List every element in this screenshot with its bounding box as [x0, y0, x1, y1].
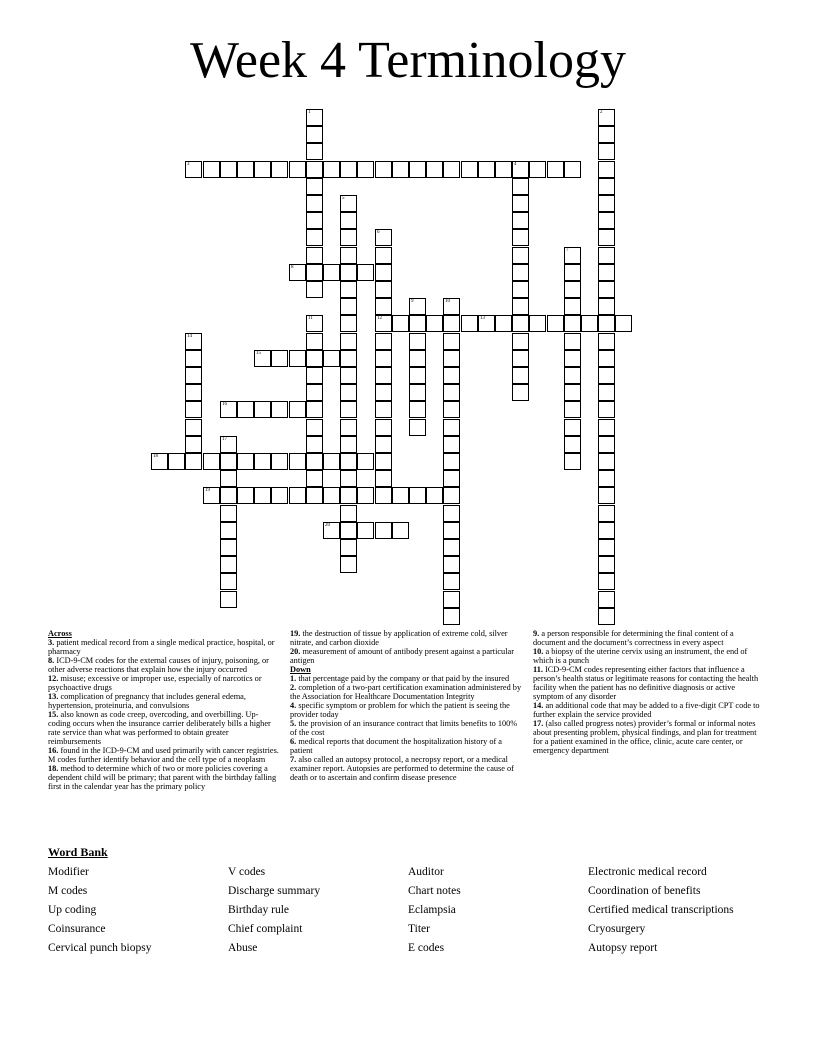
- crossword-cell[interactable]: [598, 505, 615, 522]
- crossword-cell[interactable]: [512, 333, 529, 350]
- crossword-cell[interactable]: [375, 384, 392, 401]
- crossword-cell[interactable]: [254, 401, 271, 418]
- crossword-cell[interactable]: [375, 333, 392, 350]
- crossword-cell[interactable]: [443, 573, 460, 590]
- crossword-cell[interactable]: [254, 350, 271, 367]
- crossword-cell[interactable]: [564, 264, 581, 281]
- crossword-cell[interactable]: [443, 401, 460, 418]
- crossword-cell[interactable]: [340, 419, 357, 436]
- word-bank-item: Electronic medical record: [588, 866, 707, 878]
- crossword-cell[interactable]: [392, 522, 409, 539]
- crossword-cell[interactable]: [306, 384, 323, 401]
- crossword-cell[interactable]: [598, 126, 615, 143]
- crossword-cell[interactable]: [564, 161, 581, 178]
- crossword-cell[interactable]: [185, 161, 202, 178]
- crossword-cell[interactable]: [443, 367, 460, 384]
- crossword-cell[interactable]: [306, 229, 323, 246]
- clue-number: 7: [566, 248, 569, 253]
- crossword-cell[interactable]: [512, 367, 529, 384]
- crossword-cell[interactable]: [598, 143, 615, 160]
- crossword-cell[interactable]: [203, 487, 220, 504]
- crossword-cell[interactable]: [306, 126, 323, 143]
- crossword-cell[interactable]: [426, 315, 443, 332]
- crossword-cell[interactable]: [306, 161, 323, 178]
- crossword-cell[interactable]: [168, 453, 185, 470]
- crossword-cell[interactable]: [512, 212, 529, 229]
- crossword-cell[interactable]: [375, 419, 392, 436]
- crossword-cell[interactable]: [220, 161, 237, 178]
- crossword-cell[interactable]: [375, 315, 392, 332]
- clue-across-20: 20. measurement of amount of antibody present against a particular antigen: [290, 647, 514, 665]
- word-bank-item: Cryosurgery: [588, 923, 646, 935]
- crossword-cell[interactable]: [598, 350, 615, 367]
- clue-number: 12: [377, 316, 382, 321]
- crossword-cell[interactable]: [512, 195, 529, 212]
- crossword-cell[interactable]: [443, 487, 460, 504]
- crossword-cell[interactable]: [220, 591, 237, 608]
- crossword-cell[interactable]: [375, 367, 392, 384]
- crossword-cell[interactable]: [254, 453, 271, 470]
- clue-number: 4: [514, 162, 517, 167]
- crossword-cell[interactable]: [443, 453, 460, 470]
- crossword-cell[interactable]: [306, 453, 323, 470]
- crossword-cell[interactable]: [375, 401, 392, 418]
- crossword-cell[interactable]: [323, 161, 340, 178]
- crossword-cell[interactable]: [512, 384, 529, 401]
- crossword-cell[interactable]: [581, 315, 598, 332]
- crossword-cell[interactable]: [203, 453, 220, 470]
- crossword-cell[interactable]: [220, 556, 237, 573]
- crossword-cell[interactable]: [598, 298, 615, 315]
- crossword-cell[interactable]: [409, 401, 426, 418]
- crossword-cell[interactable]: [478, 315, 495, 332]
- crossword-cell[interactable]: [512, 247, 529, 264]
- clue-down-6: 6. medical reports that document the hospitalization history of a patient: [290, 737, 502, 755]
- clue-number: 5: [342, 196, 345, 201]
- crossword-cell[interactable]: [409, 350, 426, 367]
- crossword-cell[interactable]: [512, 298, 529, 315]
- crossword-cell[interactable]: [409, 419, 426, 436]
- crossword-cell[interactable]: [237, 401, 254, 418]
- crossword-cell[interactable]: [564, 401, 581, 418]
- clue-number: 2: [600, 110, 603, 115]
- word-bank-item: Discharge summary: [228, 885, 321, 897]
- crossword-cell[interactable]: [340, 487, 357, 504]
- crossword-cell[interactable]: [375, 470, 392, 487]
- word-bank-item: Modifier: [48, 866, 89, 878]
- crossword-cell[interactable]: [375, 229, 392, 246]
- word-bank-item: Coinsurance: [48, 923, 106, 935]
- crossword-cell[interactable]: [340, 384, 357, 401]
- crossword-cell[interactable]: [598, 109, 615, 126]
- crossword-cell[interactable]: [495, 161, 512, 178]
- crossword-cell[interactable]: [409, 384, 426, 401]
- crossword-cell[interactable]: [564, 333, 581, 350]
- clue-across-12: 12. misuse; excessive or improper use, especially of narcotics or psychoactive drugs: [48, 674, 262, 692]
- crossword-cell[interactable]: [598, 264, 615, 281]
- crossword-cell[interactable]: [220, 573, 237, 590]
- crossword-cell[interactable]: [598, 195, 615, 212]
- crossword-cell[interactable]: [271, 487, 288, 504]
- crossword-cell[interactable]: [254, 487, 271, 504]
- crossword-cell[interactable]: [564, 453, 581, 470]
- crossword-cell[interactable]: [564, 315, 581, 332]
- word-bank-column-3: [408, 863, 461, 958]
- crossword-cell[interactable]: [306, 367, 323, 384]
- crossword-cell[interactable]: [443, 539, 460, 556]
- crossword-cell[interactable]: [512, 315, 529, 332]
- word-bank-item: Autopsy report: [588, 942, 658, 954]
- crossword-cell[interactable]: [512, 161, 529, 178]
- crossword-cell[interactable]: [306, 178, 323, 195]
- crossword-cell[interactable]: [237, 161, 254, 178]
- crossword-cell[interactable]: [289, 401, 306, 418]
- crossword-cell[interactable]: [220, 401, 237, 418]
- crossword-cell[interactable]: [598, 453, 615, 470]
- clue-across-15: 15. also known as code creep, overcoding, and overbilling. Up-coding occurs when the insurance carrier deliberately bills a higher rate service than what was performed to obtain greater reimbursements: [48, 710, 271, 746]
- crossword-cell[interactable]: [409, 315, 426, 332]
- crossword-cell[interactable]: [323, 487, 340, 504]
- crossword-cell[interactable]: [323, 264, 340, 281]
- clues-column-3: [533, 629, 765, 755]
- crossword-cell[interactable]: [340, 161, 357, 178]
- crossword-cell[interactable]: [409, 161, 426, 178]
- crossword-cell[interactable]: [529, 161, 546, 178]
- down-header: Down: [290, 665, 311, 674]
- crossword-cell[interactable]: [495, 315, 512, 332]
- clue-down-10: 10. a biopsy of the uterine cervix using an instrument, the end of which is a punch: [533, 647, 748, 665]
- crossword-cell[interactable]: [306, 350, 323, 367]
- crossword-cell[interactable]: [598, 522, 615, 539]
- clue-across-8: 8. ICD-9-CM codes for the external causes of injury, poisoning, or other adverse reactions that explain how the injury occurred: [48, 656, 269, 674]
- crossword-cell[interactable]: [357, 487, 374, 504]
- crossword-cell[interactable]: [289, 487, 306, 504]
- crossword-cell[interactable]: [512, 229, 529, 246]
- crossword-cell[interactable]: [598, 161, 615, 178]
- clue-across-16: 16. found in the ICD-9-CM and used primarily with cancer registries. M codes further identify behavior and the cell type of a neoplasm: [48, 746, 279, 764]
- clue-number: 10: [445, 299, 450, 304]
- crossword-cell[interactable]: [375, 281, 392, 298]
- page-title: Week 4 Terminology: [189, 32, 626, 89]
- crossword-cell[interactable]: [512, 281, 529, 298]
- crossword-cell[interactable]: [220, 436, 237, 453]
- crossword-cell[interactable]: [598, 333, 615, 350]
- crossword-cell[interactable]: [443, 419, 460, 436]
- word-bank-item: M codes: [48, 885, 88, 897]
- crossword-cell[interactable]: [375, 487, 392, 504]
- crossword-cell[interactable]: [306, 470, 323, 487]
- crossword-cell[interactable]: [185, 401, 202, 418]
- crossword-cell[interactable]: [375, 436, 392, 453]
- crossword-cell[interactable]: [340, 401, 357, 418]
- word-bank-item: Abuse: [228, 942, 258, 954]
- crossword-cell[interactable]: [340, 367, 357, 384]
- crossword-cell[interactable]: [375, 350, 392, 367]
- word-bank-column-1: [48, 863, 151, 958]
- clue-number: 14: [187, 334, 192, 339]
- crossword-cell[interactable]: [340, 505, 357, 522]
- crossword-cell[interactable]: [237, 487, 254, 504]
- clue-down-7: 7. also called an autopsy protocol, a necropsy report, or a medical examiner report. Autopsies are performed to determine the cause of death or to ascertain and confirm disease presence: [290, 755, 514, 782]
- clue-down-1: 1. that percentage paid by the company or that paid by the insured: [290, 674, 510, 683]
- crossword-cell[interactable]: [271, 350, 288, 367]
- crossword-cell[interactable]: [306, 487, 323, 504]
- word-bank-item: Eclampsia: [408, 904, 456, 916]
- clue-number: 16: [222, 402, 227, 407]
- crossword-cell[interactable]: [443, 556, 460, 573]
- crossword-cell[interactable]: [254, 161, 271, 178]
- crossword-cell[interactable]: [340, 315, 357, 332]
- crossword-cell[interactable]: [289, 161, 306, 178]
- crossword-cell[interactable]: [512, 178, 529, 195]
- clue-across-18: 18. method to determine which of two or more policies covering a dependent child will be primary; that parent with the birthday falling first in the calendar year has the primary policy: [48, 764, 277, 791]
- crossword-cell[interactable]: [306, 419, 323, 436]
- crossword-cell[interactable]: [564, 436, 581, 453]
- crossword-cell[interactable]: [564, 281, 581, 298]
- clue-down-9: 9. a person responsible for determining the final content of a document and the document’s correctness in every aspect: [533, 629, 734, 647]
- crossword-cell[interactable]: [426, 161, 443, 178]
- crossword-cell[interactable]: [598, 470, 615, 487]
- crossword-cell[interactable]: [375, 453, 392, 470]
- crossword-cell[interactable]: [443, 161, 460, 178]
- clues-column-1: [48, 629, 280, 791]
- crossword-cell[interactable]: [598, 419, 615, 436]
- crossword-cell[interactable]: [375, 161, 392, 178]
- word-bank-item: Chart notes: [408, 885, 461, 897]
- crossword-cell[interactable]: [340, 333, 357, 350]
- clue-down-4: 4. specific symptom or problem for which the patient is seeing the provider today: [290, 701, 510, 719]
- crossword-cell[interactable]: [564, 419, 581, 436]
- crossword-cell[interactable]: [512, 264, 529, 281]
- crossword-cell[interactable]: [443, 505, 460, 522]
- crossword-cell[interactable]: [340, 436, 357, 453]
- crossword-cell[interactable]: [289, 453, 306, 470]
- crossword-cell[interactable]: [220, 505, 237, 522]
- crossword-cell[interactable]: [306, 281, 323, 298]
- crossword-cell[interactable]: [392, 487, 409, 504]
- crossword-cell[interactable]: [271, 453, 288, 470]
- crossword-cell[interactable]: [598, 591, 615, 608]
- crossword-cell[interactable]: [564, 384, 581, 401]
- crossword-cell[interactable]: [340, 212, 357, 229]
- crossword-cell[interactable]: [306, 315, 323, 332]
- clue-down-11: 11. ICD-9-CM codes representing either factors that influence a person’s health status or legitimate reasons for contacting the health facility when the patient has no definitive diagnosis or active symptom of any disorder: [533, 665, 759, 701]
- word-bank-item: Birthday rule: [228, 904, 289, 916]
- crossword-cell[interactable]: [357, 453, 374, 470]
- crossword-cell[interactable]: [306, 401, 323, 418]
- crossword-cell[interactable]: [203, 161, 220, 178]
- word-bank-title: Word Bank: [48, 845, 108, 859]
- crossword-cell[interactable]: [547, 161, 564, 178]
- crossword-cell[interactable]: [306, 212, 323, 229]
- crossword-cell[interactable]: [220, 487, 237, 504]
- crossword-cell[interactable]: [392, 315, 409, 332]
- crossword-cell[interactable]: [598, 178, 615, 195]
- crossword-cell[interactable]: [598, 229, 615, 246]
- crossword-cell[interactable]: [443, 470, 460, 487]
- crossword-cell[interactable]: [185, 419, 202, 436]
- crossword-cell[interactable]: [443, 333, 460, 350]
- clue-across-19: 19. the destruction of tissue by application of extreme cold, silver nitrate, and carbon dioxide: [290, 629, 508, 647]
- word-bank-item: E codes: [408, 942, 445, 954]
- word-bank-item: Titer: [408, 923, 430, 935]
- crossword-cell[interactable]: [512, 350, 529, 367]
- crossword-cell[interactable]: [478, 161, 495, 178]
- crossword-cell[interactable]: [271, 161, 288, 178]
- crossword-cell[interactable]: [375, 298, 392, 315]
- crossword-cell[interactable]: [340, 539, 357, 556]
- clue-number: 8: [291, 265, 294, 270]
- word-bank-item: Coordination of benefits: [588, 885, 701, 897]
- crossword-cell[interactable]: [289, 350, 306, 367]
- clue-number: 20: [325, 523, 330, 528]
- clue-down-5: 5. the provision of an insurance contract that limits benefits to 100% of the cost: [290, 719, 518, 737]
- clue-across-13: 13. complication of pregnancy that includes general edema, hypertension, proteinuria, and convulsions: [48, 692, 246, 710]
- crossword-cell[interactable]: [151, 453, 168, 470]
- crossword-cell[interactable]: [564, 350, 581, 367]
- crossword-cell[interactable]: [340, 229, 357, 246]
- crossword-cell[interactable]: [340, 453, 357, 470]
- crossword-cell[interactable]: [598, 573, 615, 590]
- crossword-cell[interactable]: [306, 195, 323, 212]
- clue-number: 1: [308, 110, 311, 115]
- crossword-cell[interactable]: [185, 436, 202, 453]
- crossword-cell[interactable]: [357, 264, 374, 281]
- clue-number: 18: [153, 454, 158, 459]
- crossword-cell[interactable]: [598, 367, 615, 384]
- word-bank-item: Cervical punch biopsy: [48, 942, 152, 954]
- crossword-cell[interactable]: [340, 264, 357, 281]
- crossword-cell[interactable]: [375, 522, 392, 539]
- crossword-cell[interactable]: [220, 539, 237, 556]
- word-bank-item: Chief complaint: [228, 923, 303, 935]
- crossword-cell[interactable]: [598, 487, 615, 504]
- clue-across-3: 3. patient medical record from a single medical practice, hospital, or pharmacy: [48, 638, 275, 656]
- clue-down-17: 17. (also called progress notes) provider’s formal or informal notes about presenting problem, physical findings, and plan for treatment for a patient examined in the office, clinic, acute care center, or emergency department: [533, 719, 757, 755]
- crossword-cell[interactable]: [443, 298, 460, 315]
- clues-column-2: [290, 629, 522, 782]
- crossword-cell[interactable]: [306, 264, 323, 281]
- word-bank-item: Certified medical transcriptions: [588, 904, 734, 916]
- crossword-cell[interactable]: [185, 350, 202, 367]
- crossword-cell[interactable]: [443, 384, 460, 401]
- crossword-cell[interactable]: [615, 315, 632, 332]
- crossword-cell[interactable]: [598, 608, 615, 625]
- crossword-cell[interactable]: [323, 453, 340, 470]
- crossword-cell[interactable]: [443, 315, 460, 332]
- crossword-cell[interactable]: [306, 143, 323, 160]
- crossword-cell[interactable]: [598, 315, 615, 332]
- crossword-cell[interactable]: [409, 367, 426, 384]
- clue-number: 13: [480, 316, 485, 321]
- word-bank-item: Auditor: [408, 866, 444, 878]
- crossword-cell[interactable]: [443, 350, 460, 367]
- crossword-cell[interactable]: [340, 556, 357, 573]
- crossword-cell[interactable]: [271, 401, 288, 418]
- crossword-cell[interactable]: [323, 350, 340, 367]
- crossword-cell[interactable]: [357, 522, 374, 539]
- crossword-cell[interactable]: [185, 333, 202, 350]
- crossword-cell[interactable]: [340, 195, 357, 212]
- clue-number: 6: [377, 230, 380, 235]
- crossword-cell[interactable]: [392, 161, 409, 178]
- crossword-cell[interactable]: [461, 315, 478, 332]
- crossword-cell[interactable]: [443, 591, 460, 608]
- crossword-cell[interactable]: [323, 522, 340, 539]
- crossword-cell[interactable]: [185, 384, 202, 401]
- crossword-cell[interactable]: [598, 401, 615, 418]
- crossword-cell[interactable]: [306, 436, 323, 453]
- crossword-cell[interactable]: [306, 109, 323, 126]
- across-header: Across: [48, 629, 72, 638]
- clue-number: 19: [205, 488, 210, 493]
- crossword-cell[interactable]: [598, 281, 615, 298]
- crossword-cell[interactable]: [598, 539, 615, 556]
- crossword-cell[interactable]: [220, 470, 237, 487]
- crossword-cell[interactable]: [564, 247, 581, 264]
- crossword-cell[interactable]: [409, 298, 426, 315]
- crossword-cell[interactable]: [426, 487, 443, 504]
- crossword-cell[interactable]: [598, 212, 615, 229]
- crossword-cell[interactable]: [564, 298, 581, 315]
- crossword-cell[interactable]: [529, 315, 546, 332]
- crossword-cell[interactable]: [185, 453, 202, 470]
- crossword-cell[interactable]: [340, 298, 357, 315]
- word-bank-column-4: [588, 863, 734, 958]
- crossword-cell[interactable]: [340, 522, 357, 539]
- word-bank-item: V codes: [228, 866, 266, 878]
- crossword-cell[interactable]: [289, 264, 306, 281]
- crossword-cell[interactable]: [357, 161, 374, 178]
- crossword-cell[interactable]: [220, 522, 237, 539]
- crossword-cell[interactable]: [409, 487, 426, 504]
- crossword-cell[interactable]: [306, 333, 323, 350]
- clue-number: 9: [411, 299, 414, 304]
- clue-number: 3: [187, 162, 190, 167]
- crossword-cell[interactable]: [443, 436, 460, 453]
- clue-number: 11: [308, 316, 313, 321]
- crossword-cell[interactable]: [306, 247, 323, 264]
- crossword-cell[interactable]: [375, 247, 392, 264]
- crossword-cell[interactable]: [237, 453, 254, 470]
- crossword-cell[interactable]: [340, 470, 357, 487]
- crossword-cell[interactable]: [220, 453, 237, 470]
- crossword-cell[interactable]: [598, 436, 615, 453]
- crossword-cell[interactable]: [185, 367, 202, 384]
- clue-down-2: 2. completion of a two-part certification examination administered by the Association for Healthcare Documentation Integrity: [290, 683, 522, 701]
- crossword-cell[interactable]: [547, 315, 564, 332]
- clue-down-14: 14. an additional code that may be added to a five-digit CPT code to further explain the service provided: [533, 701, 760, 719]
- crossword-cell[interactable]: [461, 161, 478, 178]
- crossword-cell[interactable]: [340, 281, 357, 298]
- word-bank-column-2: [228, 863, 320, 958]
- crossword-cell[interactable]: [409, 333, 426, 350]
- crossword-cell[interactable]: [443, 522, 460, 539]
- clue-number: 17: [222, 437, 227, 442]
- crossword-cell[interactable]: [598, 384, 615, 401]
- crossword-cell[interactable]: [564, 367, 581, 384]
- crossword-cell[interactable]: [598, 247, 615, 264]
- crossword-cell[interactable]: [340, 247, 357, 264]
- crossword-cell[interactable]: [443, 608, 460, 625]
- crossword-cell[interactable]: [375, 264, 392, 281]
- crossword-cell[interactable]: [598, 556, 615, 573]
- crossword-cell[interactable]: [340, 350, 357, 367]
- clue-number: 15: [256, 351, 261, 356]
- word-bank-item: Up coding: [48, 904, 97, 916]
